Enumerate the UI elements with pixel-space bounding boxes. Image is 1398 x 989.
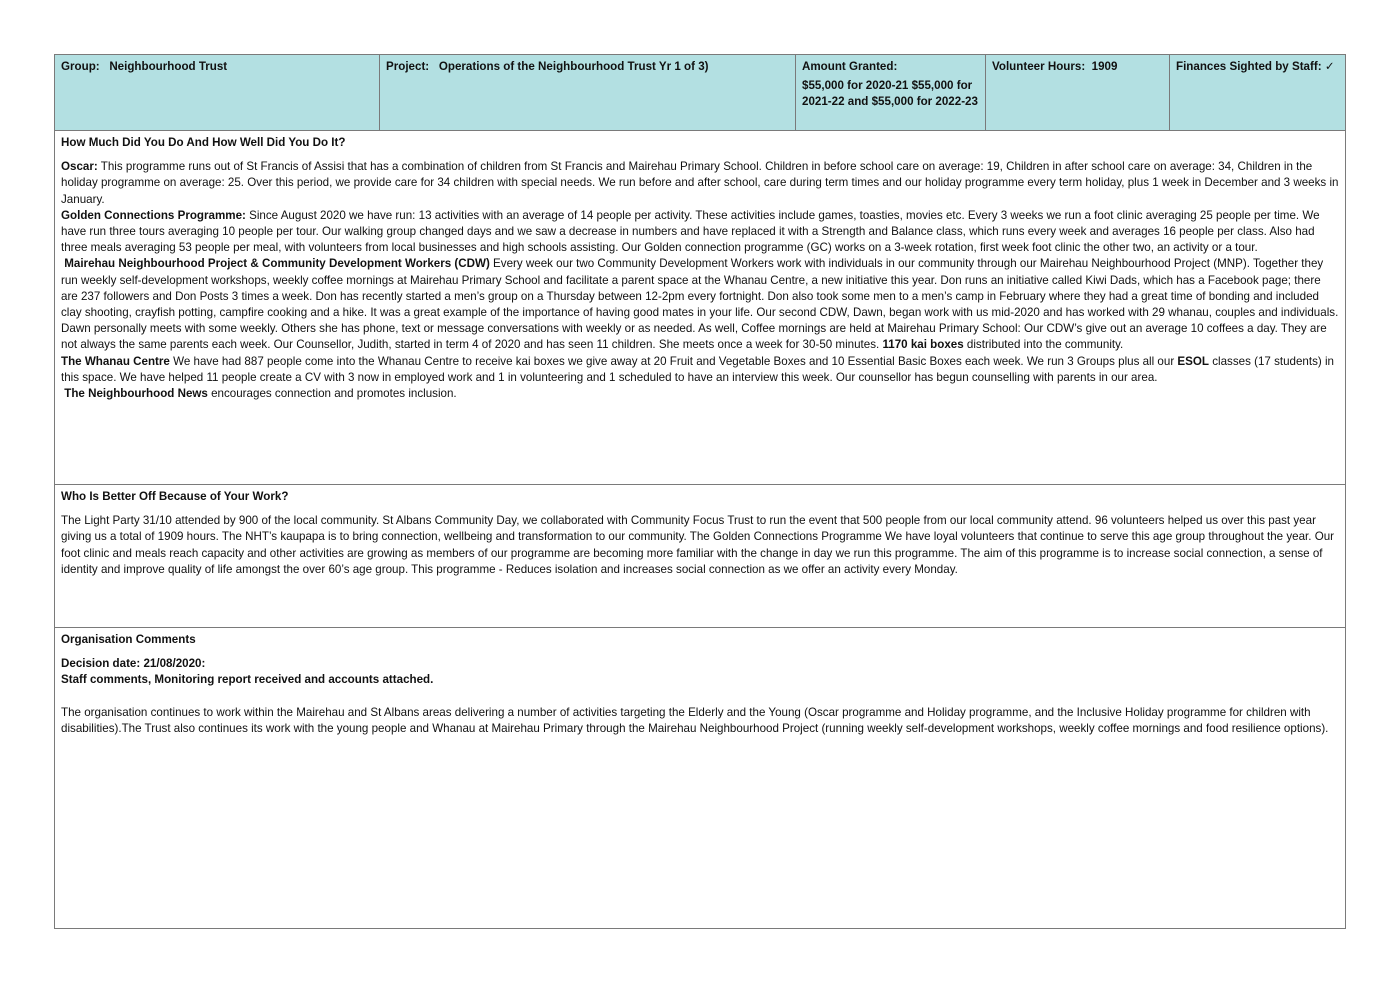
amount-label: Amount Granted: <box>802 60 898 73</box>
staff-comments: Staff comments, Monitoring report received and accounts attached. <box>61 673 434 687</box>
organisation-comments-text: The organisation continues to work within the Mairehau and St Albans areas delivering a number of activities targeting the Elderly and the Young (Oscar programme and Holiday programme, and the Inclusive Holiday programme for children with disabilities).The Trust also continues its work with the young people and Whanau at Mairehau Primary through the Mairehau Neighbourhood Project (running weekly self-development workshops, weekly coffee mornings and food resilience options). <box>61 705 1329 735</box>
how-much-heading: How Much Did You Do And How Well Did You Do It? <box>61 136 346 149</box>
oscar-label: Oscar: <box>61 160 98 174</box>
neighbourhood-news-label: The Neighbourhood News <box>64 387 208 401</box>
mairehau-text: Every week our two Community Development Workers work with individuals in our community through our Mairehau Neighbourhood Project (MNP). Together they run weekly self-development workshops, weekly coffee mornings at Mairehau Primary School and facilitate a parent space at the Whanau Centre, a new initiative this year. Don runs an initiative called Kiwi Dads, which has a Facebook page; there are 237 followers and Don Posts 3 times a week. Don has recently started a men’s group on a Thursday between 12-2pm every fortnight. Don also took some men to a men’s camp in February where they had a great time of bonding and included clay shooting, crayfish potting, campfire cooking and a hike. It was a great example of the importance of having good mates in your life. Our second CDW, Dawn, began work with us mid-2020 and has worked with 29 whanau, couples and individuals. Dawn personally meets with some weekly. Others she has phone, text or message conversations with weekly or as needed. As well, Coffee mornings are held at Mairehau Primary School: Our CDW’s give out an average 10 coffees a day. They are not always the same parents each week. Our Counsellor, Judith, started in term 4 of 2020 and has seen 11 children. She meets once a week for 30-50 minutes. <box>61 257 1339 352</box>
volunteer-hours-value: 1909 <box>1091 60 1118 73</box>
golden-connections-label: Golden Connections Programme: <box>61 208 246 222</box>
whanau-centre-text: We have had 887 people come into the Whanau Centre to receive kai boxes we give away at 20 Fruit and Vegetable Boxes and 10 Essential Basic Boxes each week. We run 3 Groups plus all our <box>169 354 1178 368</box>
spacer <box>61 689 1339 705</box>
better-off-heading: Who Is Better Off Because of Your Work? <box>61 490 289 503</box>
neighbourhood-news-text: encourages connection and promotes inclusion. <box>207 387 457 401</box>
better-off-text: The Light Party 31/10 attended by 900 of the local community. St Albans Community Day, we collaborated with Community Focus Trust to run the event that 500 people from our local community attend. 96 volunteers helped us over this past year giving us a total of 1909 hours. The NHT’s kaupapa is to bring connection, wellbeing and transformation to our community. The Golden Connections Programme We have loyal volunteers that continue to serve this age group throughout the year. Our foot clinic and meals reach capacity and other activities are growing as members of our programme are becoming more familiar with the change in day we run this programme. The aim of this programme is to increase social connection, a sense of identity and improve quality of life amongst the over 60’s age group. This programme - Reduces isolation and increases social connection as we offer an activity every Monday. <box>61 514 1335 576</box>
project-value: Operations of the Neighbourhood Trust Yr 1 of 3) <box>438 60 709 73</box>
neighbourhood-news-paragraph <box>61 386 1339 402</box>
finances-sighted-label: Finances Sighted by Staff: <box>1176 60 1322 73</box>
how-much-section <box>55 131 1345 485</box>
esol-text: classes (17 students) in this space. We have helped 11 people create a CV with 3 now in employed work and 1 in volunteering and 1 scheduled to have an interview this week. Our counsellor has begun counselling with parents in our area. <box>61 354 1334 384</box>
kai-boxes-label: 1170 kai boxes <box>882 338 964 352</box>
amount-value: $55,000 for 2020-21 $55,000 for 2021-22 and $55,000 for 2022-23 <box>802 79 978 109</box>
mairehau-label: Mairehau Neighbourhood Project & Community Development Workers (CDW) <box>64 257 490 271</box>
whanau-centre-paragraph <box>61 354 1339 386</box>
project-label: Project: <box>386 60 430 73</box>
organisation-comments-heading: Organisation Comments <box>61 633 196 646</box>
amount-cell <box>796 55 986 130</box>
finances-sighted-cell <box>1170 55 1345 130</box>
kai-boxes-text: distributed into the community. <box>963 338 1124 352</box>
organisation-comments-section <box>55 628 1345 928</box>
check-icon: ✓ <box>1324 60 1335 73</box>
decision-date: Decision date: 21/08/2020: <box>61 657 206 671</box>
monitoring-report-table <box>54 54 1346 929</box>
golden-connections-paragraph <box>61 208 1339 257</box>
better-off-section <box>55 485 1345 628</box>
volunteer-hours-label: Volunteer Hours: <box>992 60 1086 73</box>
group-label: Group: <box>61 60 100 73</box>
group-cell <box>55 55 380 130</box>
golden-connections-text: Since August 2020 we have run: 13 activities with an average of 14 people per activity. These activities include games, toasties, movies etc. Every 3 weeks we run a foot clinic averaging 25 people per time. We have run three tours averaging 10 people per tour. Our walking group changed days and we saw a decrease in numbers and have replaced it with a Strength and Balance class, which runs every week and averages 16 people per class. Also had three meals averaging 53 people per meal, with volunteers from local businesses and high schools assisting. Our Golden connection programme (GC) works on a 3-week rotation, first week foot clinic the other two, an activity or a tour. <box>61 208 1320 255</box>
oscar-text: This programme runs out of St Francis of Assisi that has a combination of children from St Francis and Mairehau Primary School. Children in before school care on average: 19, Children in after school care on average: 34, Children in the holiday programme on average: 25. Over this period, we provide care for 34 children with special needs. We run before and after school, care during term times and our holiday programme every term holiday, plus 1 week in December and 3 weeks in January. <box>61 160 1339 206</box>
esol-label: ESOL <box>1177 354 1209 368</box>
oscar-paragraph <box>61 159 1339 208</box>
whanau-centre-label: The Whanau Centre <box>61 354 170 368</box>
volunteer-hours-cell <box>986 55 1170 130</box>
group-value: Neighbourhood Trust <box>109 60 228 73</box>
project-cell <box>380 55 796 130</box>
mairehau-paragraph <box>61 256 1339 353</box>
report-header-row <box>55 55 1345 131</box>
